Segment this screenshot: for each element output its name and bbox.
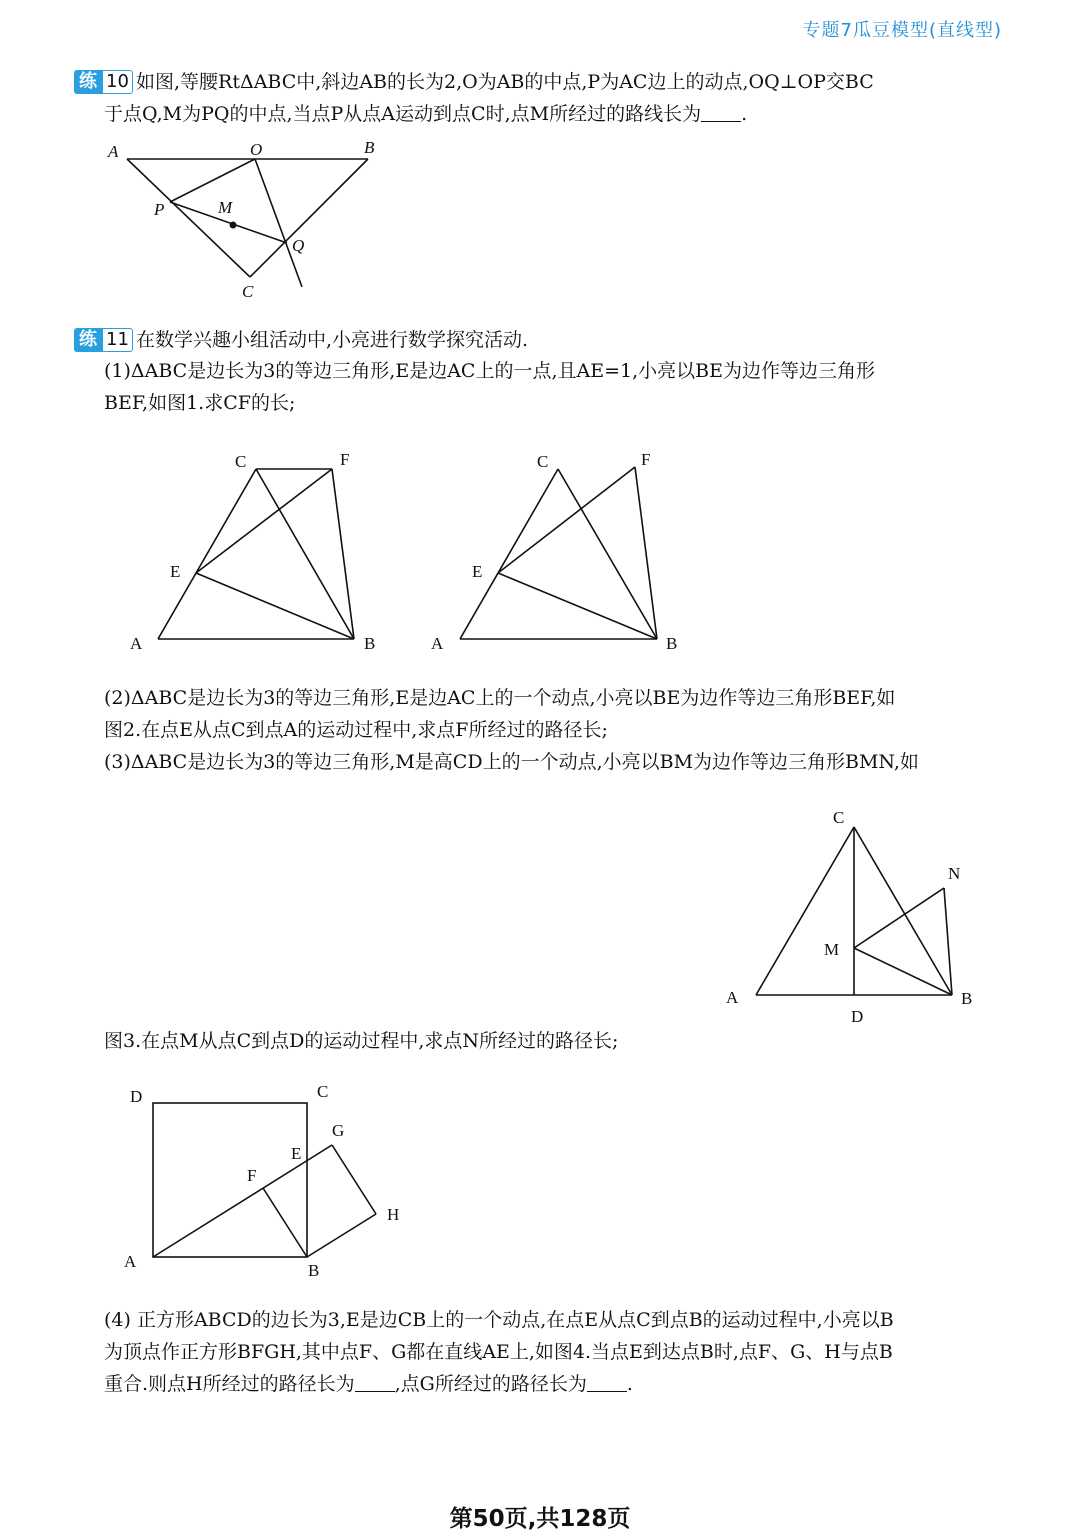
- ex11-part3-line1: (3)ΔABC是边长为3的等边三角形,M是高CD上的一个动点,小亮以BM为边作等边三角形BMN,如: [104, 751, 919, 773]
- ex11-part4-line3: [104, 1368, 633, 1400]
- ex11-figure-2: [420, 445, 690, 660]
- fig4-label-e: E: [291, 1144, 302, 1163]
- fig4-label-d: D: [130, 1087, 143, 1106]
- exercise-tag-number: 11: [102, 328, 133, 352]
- exercise-tag-label: 练: [74, 70, 102, 94]
- fig10-label-a: A: [108, 142, 119, 161]
- page-header: 专题7瓜豆模型(直线型): [802, 20, 1002, 41]
- ex11-part4-line2: 为顶点作正方形BFGH,其中点F、G都在直线AE上,如图4.当点E到达点B时,点F、G、H与点B: [104, 1341, 893, 1363]
- ex10-line2: [104, 98, 747, 130]
- fig2-label-e: E: [472, 562, 483, 581]
- fig1-label-e: E: [170, 562, 181, 581]
- ex10-line2-text: 于点Q,M为PQ的中点,当点P从点A运动到点C时,点M所经过的路线长为: [104, 103, 702, 125]
- ex11-part2-line1: (2)ΔABC是边长为3的等边三角形,E是边AC上的一个动点,小亮以BE为边作等边三角形BEF,如: [104, 687, 896, 709]
- fig3-label-a: A: [726, 988, 739, 1007]
- fig10-label-q: Q: [292, 236, 305, 255]
- answer-blank-g: [587, 1373, 627, 1392]
- fig4-label-g: G: [332, 1121, 345, 1140]
- ex11-figure-4: [110, 1075, 430, 1285]
- fig4-label-f: F: [247, 1166, 257, 1185]
- ex11-part2-line2: 图2.在点E从点C到点A的运动过程中,求点F所经过的路径长;: [104, 719, 608, 741]
- fig3-label-b: B: [961, 989, 973, 1008]
- fig3-label-c: C: [833, 808, 845, 827]
- answer-blank-h: [355, 1373, 395, 1392]
- ex11-part1-line2: BEF,如图1.求CF的长;: [104, 392, 296, 414]
- fig1-label-a: A: [130, 634, 143, 653]
- fig4-label-h: H: [387, 1205, 400, 1224]
- exercise-tag-number: 10: [102, 70, 133, 94]
- fig2-label-a: A: [431, 634, 444, 653]
- ex11-part4-line1: (4) 正方形ABCD的边长为3,E是边CB上的一个动点,在点E从点C到点B的运动过程中,小亮以B: [104, 1309, 894, 1331]
- fig2-label-b: B: [666, 634, 678, 653]
- answer-blank: [701, 103, 741, 122]
- fig1-label-f: F: [340, 450, 350, 469]
- fig2-label-c: C: [537, 452, 549, 471]
- fig3-label-m: M: [824, 940, 840, 959]
- fig10-label-c: C: [242, 282, 254, 300]
- fig3-label-d: D: [851, 1007, 864, 1026]
- fig10-label-m: M: [218, 198, 233, 217]
- ex11-part4-line3c: .: [626, 1373, 633, 1395]
- fig10-label-p: P: [154, 200, 165, 219]
- ex10-line2-end: .: [741, 103, 748, 125]
- ex10-figure: [100, 135, 390, 300]
- fig4-label-a: A: [124, 1252, 137, 1271]
- fig10-label-b: B: [364, 138, 375, 157]
- ex11-figure-1: [120, 445, 390, 660]
- ex11-part1-line1: (1)ΔABC是边长为3的等边三角形,E是边AC上的一点,且AE=1,小亮以BE为边作等边三角形: [104, 360, 875, 382]
- ex10-line1: 如图,等腰RtΔABC中,斜边AB的长为2,O为AB的中点,P为AC边上的动点,OQ⊥OP交BC: [136, 71, 874, 93]
- exercise-tag-label: 练: [74, 328, 102, 352]
- fig10-label-o: O: [250, 140, 263, 159]
- page-footer: 第50页,共128页: [449, 1506, 631, 1532]
- fig2-label-f: F: [641, 450, 651, 469]
- ex11-intro: 在数学兴趣小组活动中,小亮进行数学探究活动.: [136, 329, 529, 351]
- fig4-label-b: B: [308, 1261, 320, 1280]
- exercise-tag-11: [74, 328, 133, 352]
- ex11-part4-line3b: ,点G所经过的路径长为: [394, 1373, 587, 1395]
- exercise-tag-10: [74, 70, 133, 94]
- ex11-figure-3: [720, 805, 990, 1030]
- fig1-label-b: B: [364, 634, 376, 653]
- ex11-part3-line2: 图3.在点M从点C到点D的运动过程中,求点N所经过的路径长;: [104, 1030, 619, 1052]
- fig4-label-c: C: [317, 1082, 329, 1101]
- ex11-part4-line3a: 重合.则点H所经过的路径长为: [104, 1373, 355, 1395]
- fig1-label-c: C: [235, 452, 247, 471]
- fig3-label-n: N: [948, 864, 961, 883]
